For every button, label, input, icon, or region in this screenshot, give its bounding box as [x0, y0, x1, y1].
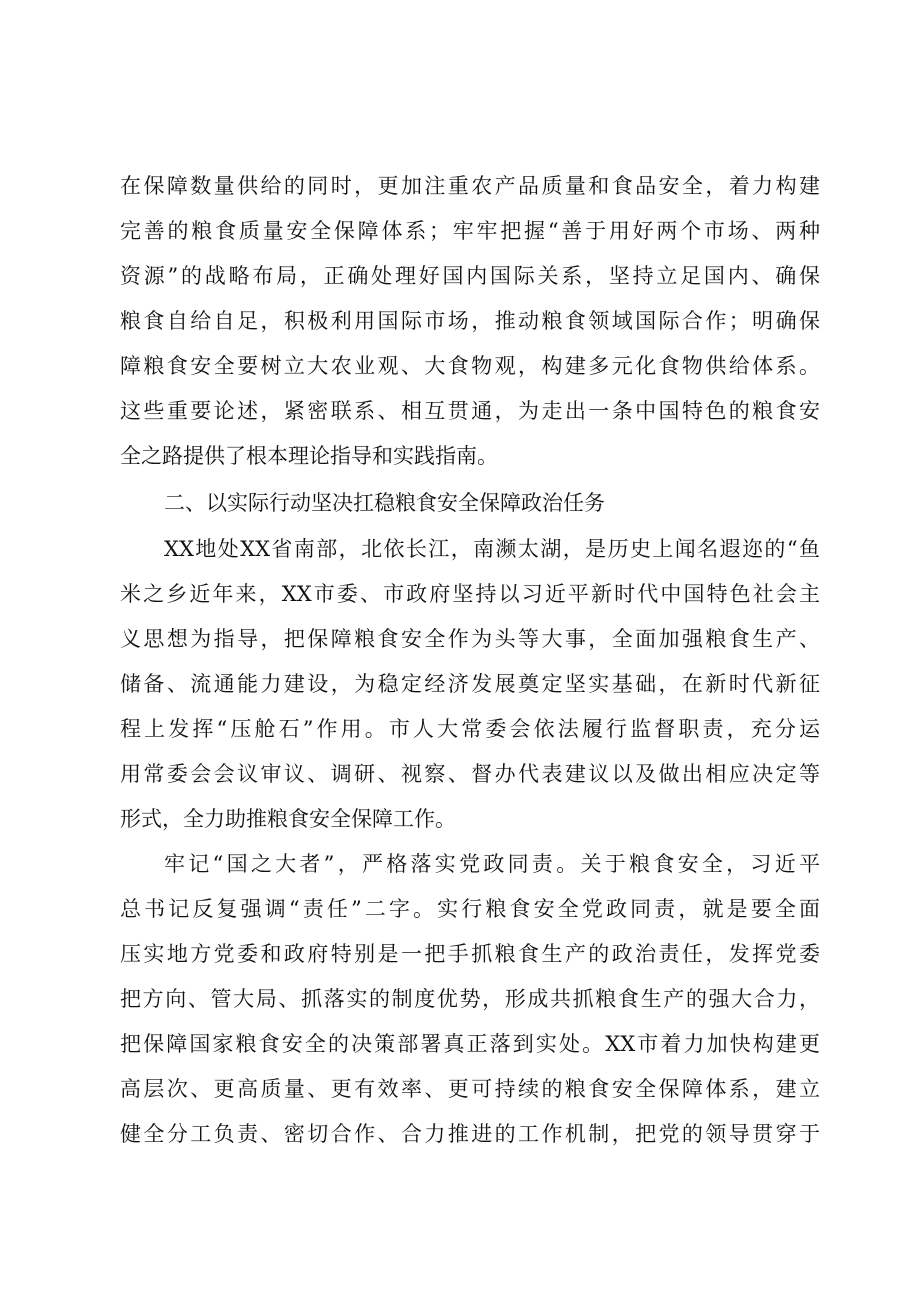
paragraph-line: 储备、流通能力建设，为稳定经济发展奠定坚实基础，在新时代新征 — [120, 672, 820, 696]
paragraph-line: 健全分工负责、密切合作、合力推进的工作机制，把党的领导贯穿于 — [120, 1122, 820, 1146]
paragraph-2 — [120, 527, 820, 842]
paragraph-line: 用常委会会议审议、调研、视察、督办代表建议以及做出相应决定等 — [120, 762, 820, 786]
paragraph-line: 粮食自给自足，积极利用国际市场，推动粮食领域国际合作；明确保 — [120, 309, 820, 333]
document-body — [120, 164, 820, 1157]
paragraph-1 — [120, 164, 820, 479]
paragraph-line: 障粮食安全要树立大农业观、大食物观，构建多元化食物供给体系。 — [120, 354, 820, 378]
paragraph-line: 这些重要论述，紧密联系、相互贯通，为走出一条中国特色的粮食安 — [120, 399, 820, 423]
paragraph-line: 总书记反复强调“责任”二字。实行粮食安全党政同责，就是要全面 — [120, 897, 820, 921]
paragraph-line: 义思想为指导，把保障粮食安全作为头等大事，全面加强粮食生产、 — [120, 627, 820, 651]
paragraph-line: 高层次、更高质量、更有效率、更可持续的粮食安全保障体系，建立 — [120, 1077, 820, 1101]
paragraph-line: 完善的粮食质量安全保障体系；牢牢把握“善于用好两个市场、两种 — [120, 219, 820, 243]
paragraph-3 — [120, 842, 820, 1157]
paragraph-line: 牢记“国之大者”，严格落实党政同责。关于粮食安全，习近平 — [164, 852, 820, 876]
paragraph-line: XX地处XX省南部，北依长江，南濒太湖，是历史上闻名遐迩的“鱼 — [164, 537, 820, 561]
paragraph-line: 形式，全力助推粮食安全保障工作。 — [120, 807, 456, 831]
paragraph-line: 把保障国家粮食安全的决策部署真正落到实处。XX市着力加快构建更 — [120, 1032, 820, 1056]
paragraph-line: 把方向、管大局、抓落实的制度优势，形成共抓粮食生产的强大合力， — [120, 987, 820, 1011]
paragraph-line: 在保障数量供给的同时，更加注重农产品质量和食品安全，着力构建 — [120, 174, 820, 198]
paragraph-line: 全之路提供了根本理论指导和实践指南。 — [120, 444, 498, 468]
paragraph-line: 压实地方党委和政府特别是一把手抓粮食生产的政治责任，发挥党委 — [120, 942, 820, 966]
section-heading: 二、以实际行动坚决扛稳粮食安全保障政治任务 — [164, 491, 605, 515]
paragraph-line: 米之乡近年来，XX市委、市政府坚持以习近平新时代中国特色社会主 — [120, 582, 820, 606]
paragraph-line: 程上发挥“压舱石”作用。市人大常委会依法履行监督职责，充分运 — [120, 717, 820, 741]
paragraph-line: 资源”的战略布局，正确处理好国内国际关系，坚持立足国内、确保 — [120, 264, 820, 288]
